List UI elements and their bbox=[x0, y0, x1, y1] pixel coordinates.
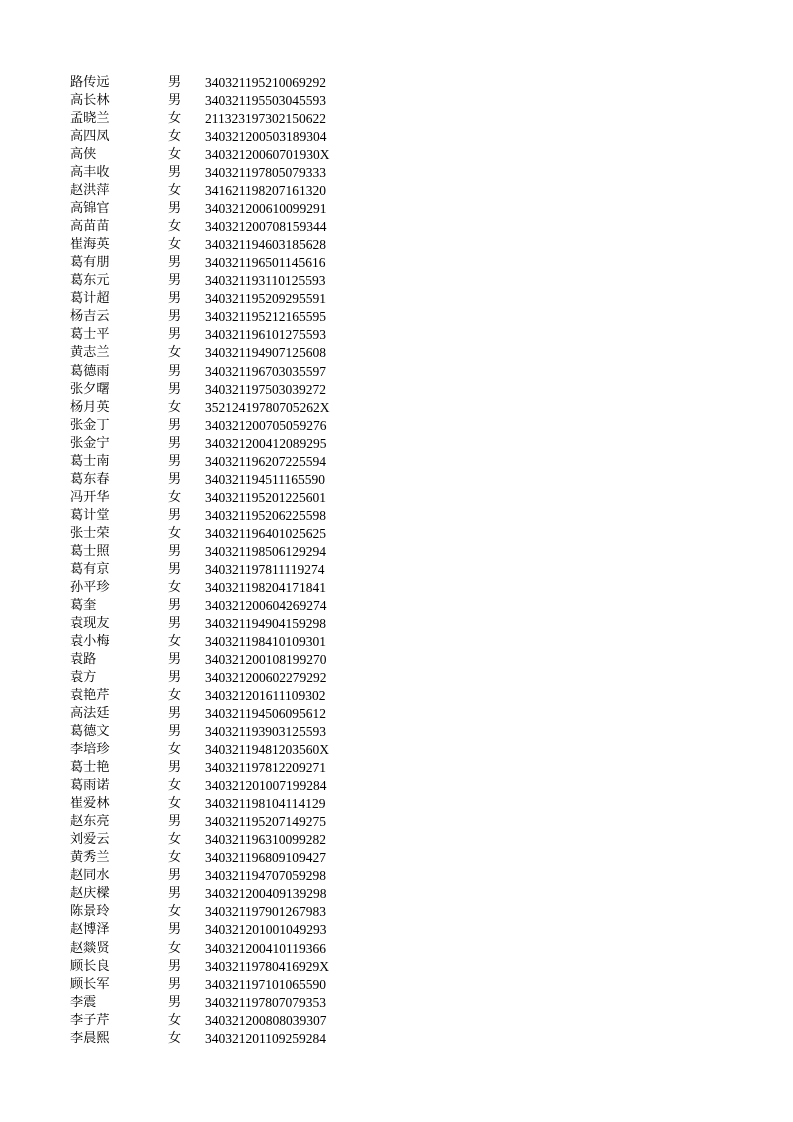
person-sex: 男 bbox=[168, 976, 182, 992]
person-name: 杨月英 bbox=[70, 399, 110, 415]
person-sex: 女 bbox=[168, 489, 182, 505]
list-item bbox=[70, 741, 370, 759]
person-name: 崔爱林 bbox=[70, 796, 110, 812]
list-item bbox=[70, 507, 370, 525]
list-item bbox=[70, 669, 370, 687]
person-name: 赵同水 bbox=[70, 868, 110, 884]
person-id-number: 340321198204171841 bbox=[205, 579, 326, 595]
person-id-number: 340321197805079333 bbox=[205, 165, 326, 181]
person-id-number: 340321197807079353 bbox=[205, 994, 326, 1010]
person-name: 葛士南 bbox=[70, 453, 110, 469]
list-item bbox=[70, 1030, 370, 1048]
person-name: 葛计超 bbox=[70, 291, 110, 307]
person-name: 葛雨诺 bbox=[70, 778, 110, 794]
person-name: 葛奎 bbox=[70, 597, 97, 613]
list-item bbox=[70, 867, 370, 885]
person-name: 杨吉云 bbox=[70, 309, 110, 325]
person-sex: 男 bbox=[168, 291, 182, 307]
person-sex: 女 bbox=[168, 796, 182, 812]
person-name: 袁艳芹 bbox=[70, 688, 110, 704]
list-item bbox=[70, 92, 370, 110]
person-sex: 男 bbox=[168, 201, 182, 217]
person-id-number: 340321197811119274 bbox=[205, 561, 325, 577]
person-sex: 女 bbox=[168, 904, 182, 920]
person-id-number: 340321198410109301 bbox=[205, 633, 326, 649]
person-id-number: 340321197901267983 bbox=[205, 904, 326, 920]
list-item bbox=[70, 543, 370, 561]
person-name: 陈景玲 bbox=[70, 904, 110, 920]
person-id-number: 340321196310099282 bbox=[205, 832, 326, 848]
person-id-number: 340321200808039307 bbox=[205, 1012, 327, 1028]
person-id-number: 340321196703035597 bbox=[205, 363, 326, 379]
list-item bbox=[70, 453, 370, 471]
list-item bbox=[70, 435, 370, 453]
person-sex: 女 bbox=[168, 579, 182, 595]
person-name: 高法廷 bbox=[70, 706, 110, 722]
person-sex: 男 bbox=[168, 309, 182, 325]
person-id-number: 340321196401025625 bbox=[205, 525, 326, 541]
list-item bbox=[70, 849, 370, 867]
person-name: 张夕曙 bbox=[70, 381, 110, 397]
person-sex: 男 bbox=[168, 93, 182, 109]
person-sex: 男 bbox=[168, 453, 182, 469]
list-item bbox=[70, 1012, 370, 1030]
list-item bbox=[70, 831, 370, 849]
person-sex: 女 bbox=[168, 633, 182, 649]
person-sex: 男 bbox=[168, 75, 182, 90]
person-sex: 男 bbox=[168, 363, 182, 379]
person-sex: 男 bbox=[168, 543, 182, 559]
list-item bbox=[70, 940, 370, 958]
list-item bbox=[70, 146, 370, 164]
person-id-number: 340321200705059276 bbox=[205, 417, 327, 433]
list-item bbox=[70, 254, 370, 272]
list-item bbox=[70, 471, 370, 489]
person-id-number: 340321196809109427 bbox=[205, 850, 326, 866]
list-item bbox=[70, 579, 370, 597]
person-id-number: 340321200412089295 bbox=[205, 435, 327, 451]
person-id-number: 340321194907125608 bbox=[205, 345, 326, 361]
person-sex: 男 bbox=[168, 922, 182, 938]
list-item bbox=[70, 363, 370, 381]
list-item bbox=[70, 272, 370, 290]
list-item bbox=[70, 525, 370, 543]
person-name: 袁路 bbox=[70, 652, 97, 667]
person-sex: 男 bbox=[168, 471, 182, 487]
list-item bbox=[70, 344, 370, 362]
person-sex: 男 bbox=[168, 417, 182, 433]
list-item bbox=[70, 723, 370, 741]
person-sex: 男 bbox=[168, 273, 182, 289]
person-sex: 女 bbox=[168, 742, 182, 758]
list-item bbox=[70, 417, 370, 435]
person-name: 袁现友 bbox=[70, 615, 110, 631]
person-id-number: 340321195206225598 bbox=[205, 507, 326, 523]
person-sex: 男 bbox=[168, 760, 182, 776]
list-item bbox=[70, 399, 370, 417]
person-id-number: 340321195503045593 bbox=[205, 93, 326, 109]
person-id-number: 340321197101065590 bbox=[205, 976, 326, 992]
person-id-number: 340321196207225594 bbox=[205, 453, 326, 469]
person-id-number: 340321193903125593 bbox=[205, 724, 326, 740]
list-item bbox=[70, 759, 370, 777]
list-item bbox=[70, 74, 370, 92]
person-sex: 女 bbox=[168, 688, 182, 704]
person-sex: 男 bbox=[168, 561, 182, 577]
person-name: 葛有京 bbox=[70, 561, 110, 577]
person-name: 张金宁 bbox=[70, 435, 110, 451]
person-sex: 女 bbox=[168, 345, 182, 361]
person-id-number: 340321198506129294 bbox=[205, 543, 326, 559]
person-sex: 男 bbox=[168, 868, 182, 884]
person-sex: 男 bbox=[168, 165, 182, 181]
person-id-number: 340321195209295591 bbox=[205, 291, 326, 307]
person-name: 葛计堂 bbox=[70, 507, 110, 523]
person-name: 葛德文 bbox=[70, 724, 110, 740]
person-id-number: 34032120060701930X bbox=[205, 147, 330, 163]
person-id-number: 34032119780416929X bbox=[205, 958, 329, 974]
person-name: 张金丁 bbox=[70, 417, 110, 433]
person-name: 葛士照 bbox=[70, 543, 110, 559]
list-item bbox=[70, 687, 370, 705]
person-sex: 男 bbox=[168, 615, 182, 631]
person-name: 高侠 bbox=[70, 147, 97, 163]
person-id-number: 340321200410119366 bbox=[205, 940, 326, 956]
person-id-number: 340321201007199284 bbox=[205, 778, 327, 794]
person-name: 刘爱云 bbox=[70, 832, 110, 848]
person-id-number: 340321200708159344 bbox=[205, 219, 327, 235]
person-name: 赵东亮 bbox=[70, 814, 110, 830]
person-id-number: 340321201109259284 bbox=[205, 1030, 326, 1046]
person-id-number: 340321197503039272 bbox=[205, 381, 326, 397]
person-id-number: 340321194707059298 bbox=[205, 868, 326, 884]
person-sex: 女 bbox=[168, 219, 182, 235]
person-sex: 女 bbox=[168, 940, 182, 956]
person-sex: 男 bbox=[168, 381, 182, 397]
person-sex: 女 bbox=[168, 399, 182, 415]
list-item bbox=[70, 994, 370, 1012]
list-item bbox=[70, 110, 370, 128]
person-name: 赵博泽 bbox=[70, 922, 110, 938]
list-item bbox=[70, 795, 370, 813]
person-sex: 女 bbox=[168, 778, 182, 794]
person-sex: 男 bbox=[168, 435, 182, 451]
list-item bbox=[70, 200, 370, 218]
person-sex: 女 bbox=[168, 850, 182, 866]
list-item bbox=[70, 218, 370, 236]
list-item bbox=[70, 921, 370, 939]
person-id-number: 340321195201225601 bbox=[205, 489, 326, 505]
person-name: 李子芹 bbox=[70, 1012, 110, 1028]
person-sex: 女 bbox=[168, 1030, 182, 1046]
person-name: 葛德雨 bbox=[70, 363, 110, 379]
person-id-number: 35212419780705262X bbox=[205, 399, 330, 415]
person-name: 袁方 bbox=[70, 670, 97, 686]
person-id-number: 340321201001049293 bbox=[205, 922, 327, 938]
person-name: 孙平珍 bbox=[70, 579, 110, 595]
person-sex: 女 bbox=[168, 525, 182, 541]
person-name: 葛东元 bbox=[70, 273, 110, 289]
list-item bbox=[70, 326, 370, 344]
person-sex: 男 bbox=[168, 724, 182, 740]
list-item bbox=[70, 813, 370, 831]
person-name: 黄志兰 bbox=[70, 345, 110, 361]
person-name: 顾长军 bbox=[70, 976, 110, 992]
person-sex: 男 bbox=[168, 814, 182, 830]
person-sex: 男 bbox=[168, 327, 182, 343]
list-item bbox=[70, 128, 370, 146]
person-name: 葛士平 bbox=[70, 327, 110, 343]
person-id-number: 340321198104114129 bbox=[205, 796, 326, 812]
person-name: 高苗苗 bbox=[70, 219, 110, 235]
person-name: 李晨熙 bbox=[70, 1030, 110, 1046]
person-id-number: 340321196501145616 bbox=[205, 255, 326, 271]
person-id-number: 340321200409139298 bbox=[205, 886, 327, 902]
person-sex: 男 bbox=[168, 255, 182, 271]
person-sex: 女 bbox=[168, 147, 182, 163]
person-name: 李震 bbox=[70, 994, 97, 1010]
person-sex: 女 bbox=[168, 832, 182, 848]
person-sex: 女 bbox=[168, 111, 182, 127]
person-sex: 男 bbox=[168, 886, 182, 902]
list-item bbox=[70, 236, 370, 254]
person-name: 孟晓兰 bbox=[70, 111, 110, 127]
person-id-number: 340321201611109302 bbox=[205, 688, 326, 704]
list-item bbox=[70, 164, 370, 182]
person-name: 崔海英 bbox=[70, 237, 110, 253]
person-sex: 男 bbox=[168, 652, 182, 667]
list-item bbox=[70, 182, 370, 200]
list-item bbox=[70, 705, 370, 723]
person-sex: 男 bbox=[168, 994, 182, 1010]
person-id-number: 340321200610099291 bbox=[205, 201, 327, 217]
list-item bbox=[70, 615, 370, 633]
list-item bbox=[70, 561, 370, 579]
list-item bbox=[70, 777, 370, 795]
person-id-number: 340321195210069292 bbox=[205, 75, 326, 90]
person-sex: 女 bbox=[168, 237, 182, 253]
person-sex: 女 bbox=[168, 1012, 182, 1028]
person-id-number: 340321194904159298 bbox=[205, 615, 326, 631]
person-id-number: 340321193110125593 bbox=[205, 273, 326, 289]
person-id-number: 340321194506095612 bbox=[205, 706, 326, 722]
person-list bbox=[70, 74, 370, 1048]
person-id-number: 340321196101275593 bbox=[205, 327, 326, 343]
person-id-number: 340321200604269274 bbox=[205, 597, 327, 613]
person-name: 高锦官 bbox=[70, 201, 110, 217]
list-item bbox=[70, 903, 370, 921]
person-name: 赵洪萍 bbox=[70, 183, 110, 199]
list-item bbox=[70, 958, 370, 976]
list-item bbox=[70, 651, 370, 669]
person-id-number: 340321200602279292 bbox=[205, 670, 327, 686]
person-id-number: 34032119481203560X bbox=[205, 742, 329, 758]
person-name: 高长林 bbox=[70, 93, 110, 109]
person-id-number: 340321197812209271 bbox=[205, 760, 326, 776]
list-item bbox=[70, 885, 370, 903]
person-sex: 男 bbox=[168, 597, 182, 613]
list-item bbox=[70, 308, 370, 326]
person-name: 高四凤 bbox=[70, 129, 110, 145]
person-id-number: 211323197302150622 bbox=[205, 111, 326, 127]
person-sex: 男 bbox=[168, 706, 182, 722]
list-item bbox=[70, 290, 370, 308]
person-name: 路传远 bbox=[70, 75, 110, 90]
person-id-number: 340321195212165595 bbox=[205, 309, 326, 325]
person-id-number: 340321194511165590 bbox=[205, 471, 325, 487]
person-name: 赵燚贤 bbox=[70, 940, 110, 956]
person-name: 顾长良 bbox=[70, 958, 110, 974]
person-id-number: 340321195207149275 bbox=[205, 814, 326, 830]
person-sex: 女 bbox=[168, 129, 182, 145]
list-item bbox=[70, 381, 370, 399]
person-name: 冯开华 bbox=[70, 489, 110, 505]
person-sex: 男 bbox=[168, 670, 182, 686]
person-id-number: 340321200108199270 bbox=[205, 652, 327, 667]
person-name: 葛东春 bbox=[70, 471, 110, 487]
list-item bbox=[70, 597, 370, 615]
person-id-number: 340321200503189304 bbox=[205, 129, 327, 145]
person-name: 高丰收 bbox=[70, 165, 110, 181]
person-name: 赵庆樑 bbox=[70, 886, 110, 902]
list-item bbox=[70, 633, 370, 651]
list-item bbox=[70, 489, 370, 507]
list-item bbox=[70, 976, 370, 994]
person-sex: 女 bbox=[168, 183, 182, 199]
person-name: 袁小梅 bbox=[70, 633, 110, 649]
person-name: 张士荣 bbox=[70, 525, 110, 541]
person-name: 葛有朋 bbox=[70, 255, 110, 271]
person-sex: 男 bbox=[168, 507, 182, 523]
person-name: 李培珍 bbox=[70, 742, 110, 758]
person-sex: 男 bbox=[168, 958, 182, 974]
person-id-number: 341621198207161320 bbox=[205, 183, 326, 199]
person-id-number: 340321194603185628 bbox=[205, 237, 326, 253]
person-name: 黄秀兰 bbox=[70, 850, 110, 866]
person-name: 葛士艳 bbox=[70, 760, 110, 776]
